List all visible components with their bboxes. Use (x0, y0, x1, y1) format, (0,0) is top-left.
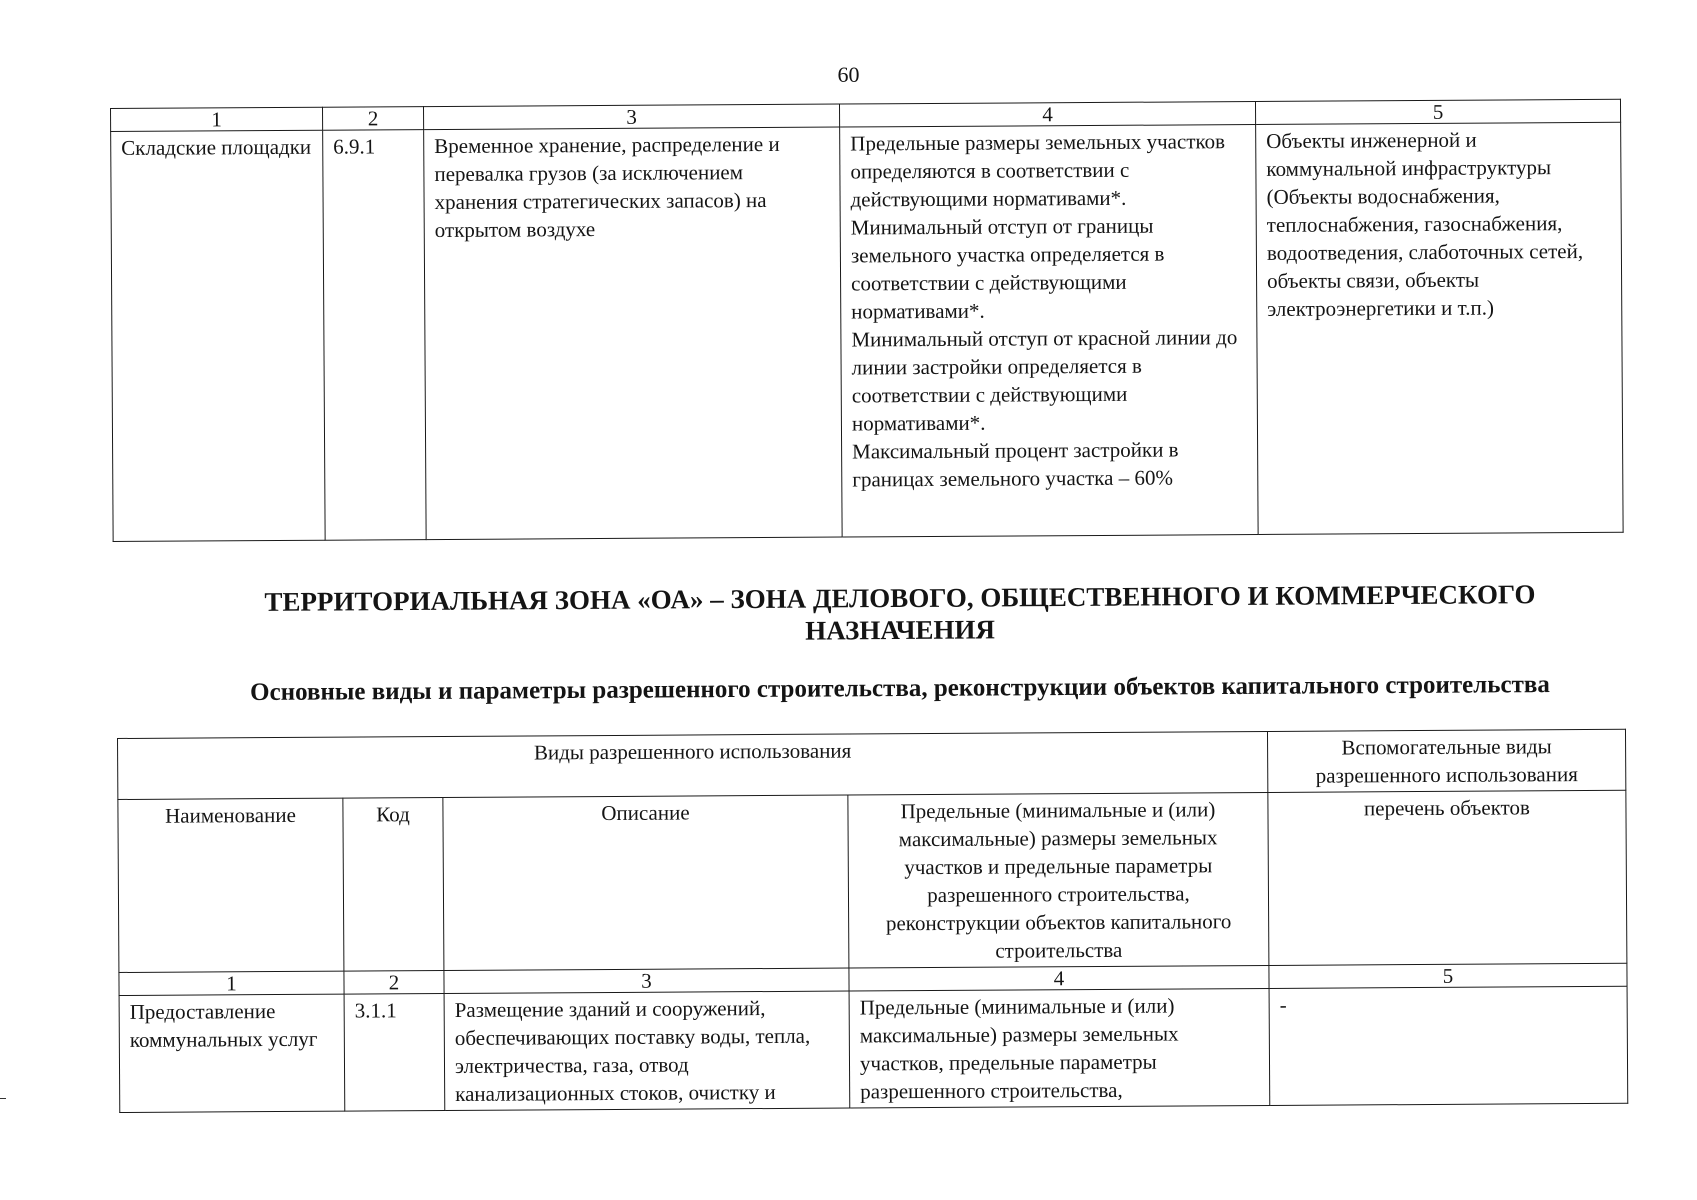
use-code-cell: 3.1.1 (344, 994, 445, 1112)
column-number-3: 3 (444, 968, 849, 993)
header-name: Наименование (118, 798, 344, 972)
permitted-use-table-continued (110, 99, 1624, 542)
column-number-2: 2 (344, 971, 444, 995)
column-number-5: 5 (1269, 963, 1627, 988)
column-number-3: 3 (423, 104, 839, 130)
auxiliary-use-cell: Объекты инженерной и коммунальной инфраструктуры (Объекты водоснабжения, теплоснабжения, газоснабжения, водоотведения, слаботочных сетей, объекты связи, объекты электроэнергетики и т.п.) (1256, 122, 1623, 534)
header-params: Предельные (минимальные и (или) максимальные) размеры земельных участков и предельные параметры разрешенного строительства, реконструкции объектов капитального строительства (848, 792, 1269, 968)
use-description-cell: Размещение зданий и сооружений, обеспечивающих поставку воды, тепла, электричества, газа, отвод канализационных стоков, очистку и (444, 991, 850, 1110)
column-number-4: 4 (849, 965, 1269, 991)
use-name-cell: Предоставление коммунальных услуг (119, 994, 345, 1112)
use-description-cell: Временное хранение, распределение и перевалка грузов (за исключением хранения стратегических запасов) на открытом воздухе (424, 127, 842, 540)
param-line: Минимальный отступ от красной линии до линии застройки определяется в соответствии с действующими нормативами*. (851, 325, 1238, 436)
zone-title: ТЕРРИТОРИАЛЬНАЯ ЗОНА «ОА» – ЗОНА ДЕЛОВОГО, ОБЩЕСТВЕННОГО И КОММЕРЧЕСКОГО НАЗНАЧЕНИЯ (264, 579, 1536, 646)
column-number-4: 4 (839, 102, 1255, 128)
permitted-use-table (117, 729, 1628, 1113)
aux-header-cell: Вспомогательные виды разрешенного использования (1267, 729, 1625, 792)
param-line: Предельные размеры земельных участков определяются в соответствии с действующими нормативами*. (850, 129, 1226, 212)
header-code: Код (343, 798, 444, 972)
param-line: Максимальный процент застройки в границах земельного участка – 60% (852, 437, 1179, 492)
page-number: 60 (837, 62, 860, 87)
group-header-cell: Виды разрешенного использования (118, 731, 1268, 799)
use-params-cell: Предельные (минимальные и (или) максимальные) размеры земельных участков, предельные параметры разрешенного строительства, (849, 988, 1270, 1108)
column-number-5: 5 (1255, 99, 1620, 124)
auxiliary-use-cell: - (1269, 986, 1628, 1105)
use-name-cell: Складские площадки (111, 130, 326, 541)
column-number-2: 2 (322, 107, 423, 131)
column-number-1: 1 (111, 107, 323, 131)
header-description: Описание (443, 795, 849, 970)
param-line: Минимальный отступ от границы земельного участка определяется в соответствии с действующими нормативами*. (850, 213, 1165, 324)
table-row (119, 986, 1628, 1112)
table-row (111, 122, 1623, 541)
use-params-cell (840, 125, 1258, 538)
column-header-row (118, 790, 1627, 972)
use-code-cell: 6.9.1 (323, 130, 427, 541)
group-header-row (118, 729, 1626, 799)
column-number-1: 1 (119, 971, 344, 995)
header-aux-list: перечень объектов (1268, 790, 1627, 965)
section-title: Основные виды и параметры разрешенного строительства, реконструкции объектов капитального строительства (250, 671, 1550, 706)
margin-mark (0, 1098, 6, 1099)
